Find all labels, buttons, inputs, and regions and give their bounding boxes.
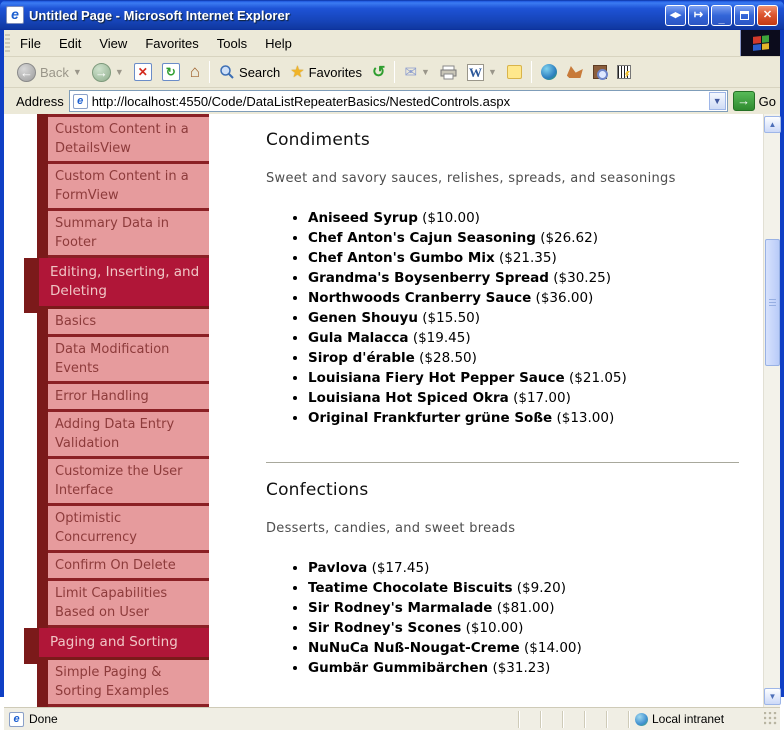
category-section-condiments (266, 130, 741, 428)
maximize-button[interactable] (734, 5, 755, 26)
sidebar-item-error-handling[interactable]: Error Handling (48, 384, 209, 412)
note-icon (507, 65, 522, 79)
fox-addon-button[interactable] (563, 64, 587, 80)
product-item: • Sir Rodney's Scones ($10.00) (308, 618, 741, 638)
address-url[interactable]: http://localhost:4550/Code/DataListRepeaterBasics/NestedControls.aspx (91, 93, 511, 109)
menu-edit[interactable]: Edit (58, 35, 82, 51)
barcode-addon-button[interactable] (613, 63, 635, 81)
sidebar-item-optimistic-concurrency[interactable]: Optimistic Concurrency (48, 506, 209, 553)
search-icon (219, 64, 235, 80)
product-item: • Gula Malacca ($19.45) (308, 328, 741, 348)
sidebar-item-data-modification-events[interactable]: Data Modification Events (48, 337, 209, 384)
product-item: • Louisiana Hot Spiced Okra ($17.00) (308, 388, 741, 408)
research-addon-button[interactable] (589, 63, 611, 81)
resize-grip[interactable] (764, 712, 778, 726)
product-item: • Louisiana Fiery Hot Pepper Sauce ($21.05) (308, 368, 741, 388)
go-button[interactable] (733, 91, 776, 111)
page-icon: e (73, 94, 88, 109)
home-icon: ⌂ (189, 62, 201, 81)
word-icon: W (468, 64, 482, 80)
vm-resize-button[interactable]: ◂▸ (665, 5, 686, 26)
product-item: • NuNuCa Nuß-Nougat-Creme ($14.00) (308, 638, 741, 658)
refresh-icon: ↻ (162, 63, 180, 81)
favorites-star-icon: ★ (290, 64, 305, 81)
search-label: Search (239, 64, 281, 80)
navigation-sidebar (4, 114, 210, 707)
barcode-addon-icon (617, 65, 631, 79)
menu-view[interactable]: View (99, 35, 128, 51)
category-description: Desserts, candies, and sweet breads (266, 521, 516, 536)
toolbar-grip[interactable] (5, 34, 10, 52)
sidebar-header-editing-inserting-deleting[interactable]: Editing, Inserting, and Deleting (24, 258, 209, 309)
main-content (210, 114, 763, 707)
product-item: • Northwoods Cranberry Sauce ($36.00) (308, 288, 741, 308)
product-item: • Genen Shouyu ($15.50) (308, 308, 741, 328)
intranet-globe-icon (635, 713, 648, 726)
sidebar-item-confirm-on-delete[interactable]: Confirm On Delete (48, 553, 209, 581)
status-panel (584, 711, 606, 728)
mail-dropdown-icon[interactable]: ▼ (421, 67, 430, 77)
product-item: • Chef Anton's Cajun Seasoning ($26.62) (308, 228, 741, 248)
sidebar-item-adding-data-entry-validation[interactable]: Adding Data Entry Validation (48, 412, 209, 459)
scroll-down-button[interactable]: ▼ (764, 688, 781, 705)
scroll-up-button[interactable]: ▲ (764, 116, 781, 133)
back-label: Back (40, 64, 69, 80)
section-divider (266, 462, 739, 464)
globe-addon-icon (541, 64, 557, 80)
forward-button[interactable] (88, 61, 128, 84)
status-panel (562, 711, 584, 728)
windows-logo-box (740, 30, 780, 56)
menu-favorites[interactable]: Favorites (145, 35, 199, 51)
sidebar-item-limit-capabilities[interactable]: Limit Capabilities Based on User (48, 581, 209, 628)
product-item: • Aniseed Syrup ($10.00) (308, 208, 741, 228)
menubar-spacer (301, 30, 740, 56)
standard-toolbar (4, 57, 780, 88)
address-bar (4, 88, 780, 114)
vertical-scrollbar[interactable] (763, 114, 780, 707)
product-item: • Chef Anton's Gumbo Mix ($21.35) (308, 248, 741, 268)
minimize-button[interactable]: _ (711, 5, 732, 26)
vm-detach-button[interactable]: ↦ (688, 5, 709, 26)
history-button[interactable] (368, 60, 389, 84)
go-label: Go (758, 93, 776, 109)
mail-icon: ✉ (404, 64, 418, 81)
category-title: Confections (266, 480, 369, 500)
product-item: • Sir Rodney's Marmalade ($81.00) (308, 598, 741, 618)
title-bar[interactable] (0, 0, 784, 30)
edit-with-word-button[interactable] (463, 62, 501, 83)
research-addon-icon (593, 65, 607, 79)
favorites-label: Favorites (308, 64, 363, 80)
fox-addon-icon (567, 66, 583, 78)
status-text: Done (29, 712, 58, 726)
toolbar-separator (209, 61, 210, 83)
go-arrow-icon: → (733, 91, 755, 111)
back-icon: ← (17, 63, 36, 82)
stop-icon: ✕ (134, 63, 152, 81)
favorites-button[interactable] (286, 60, 366, 84)
print-button[interactable] (436, 63, 461, 82)
sidebar-item-customize-user-interface[interactable]: Customize the User Interface (48, 459, 209, 506)
status-panel (540, 711, 562, 728)
sidebar-item-basics[interactable]: Basics (48, 309, 209, 337)
product-list (266, 558, 741, 678)
product-item: • Pavlova ($17.45) (308, 558, 741, 578)
history-icon: ↺ (372, 64, 386, 81)
sidebar-item-summary-data-footer[interactable]: Summary Data in Footer (48, 211, 209, 258)
window-title: Untitled Page - Microsoft Internet Explorer (29, 7, 290, 23)
stop-button[interactable] (130, 61, 156, 83)
sidebar-item-custom-content-detailsview[interactable]: Custom Content in a DetailsView (48, 114, 209, 164)
toolbar-separator (531, 61, 532, 83)
status-panel (606, 711, 628, 728)
menu-file[interactable]: File (20, 35, 41, 51)
back-dropdown-icon[interactable]: ▼ (72, 67, 82, 77)
status-panel (518, 711, 540, 728)
forward-dropdown-icon[interactable]: ▼ (114, 67, 124, 77)
product-item: • Gumbär Gummibärchen ($31.23) (308, 658, 741, 678)
search-button[interactable] (215, 62, 284, 82)
back-button[interactable] (13, 61, 86, 84)
status-left (6, 712, 518, 727)
windows-flag-icon (753, 35, 769, 51)
product-item: • Sirop d'érable ($28.50) (308, 348, 741, 368)
refresh-button[interactable] (158, 61, 184, 83)
address-field[interactable] (69, 90, 728, 112)
category-section-confections (266, 480, 741, 678)
print-icon (440, 65, 457, 80)
menu-bar (4, 30, 780, 57)
scrollbar-thumb[interactable] (765, 239, 780, 366)
sidebar-item-custom-content-formview[interactable]: Custom Content in a FormView (48, 164, 209, 211)
product-item: • Teatime Chocolate Biscuits ($9.20) (308, 578, 741, 598)
address-label: Address (16, 93, 64, 109)
status-page-icon: e (9, 712, 24, 727)
home-button[interactable] (186, 61, 204, 83)
product-item: • Grandma's Boysenberry Spread ($30.25) (308, 268, 741, 288)
globe-addon-button[interactable] (537, 62, 561, 82)
sidebar-item-simple-paging-sorting[interactable]: Simple Paging & Sorting Examples (48, 660, 209, 707)
mail-button[interactable] (400, 61, 434, 83)
maximize-icon (740, 11, 749, 20)
product-item: • Original Frankfurter grüne Soße ($13.00) (308, 408, 741, 428)
menu-help[interactable]: Help (265, 35, 292, 51)
page-body (4, 114, 780, 707)
forward-icon: → (92, 63, 111, 82)
address-dropdown-icon[interactable]: ▼ (709, 92, 726, 110)
category-title: Condiments (266, 130, 370, 150)
sidebar-header-paging-and-sorting[interactable]: Paging and Sorting (24, 628, 209, 660)
category-description: Sweet and savory sauces, relishes, spreads, and seasonings (266, 171, 676, 186)
zone-label: Local intranet (652, 712, 725, 726)
sidebar-nav-list (4, 114, 210, 707)
discuss-button[interactable] (503, 63, 526, 81)
close-button[interactable]: ✕ (757, 5, 778, 26)
edit-dropdown-icon[interactable]: ▼ (487, 67, 497, 77)
product-list (266, 208, 741, 428)
toolbar-separator (394, 61, 395, 83)
status-bar (4, 707, 780, 730)
security-zone-panel (628, 711, 762, 728)
menu-tools[interactable]: Tools (216, 35, 248, 51)
ie-logo-icon: e (6, 6, 24, 24)
